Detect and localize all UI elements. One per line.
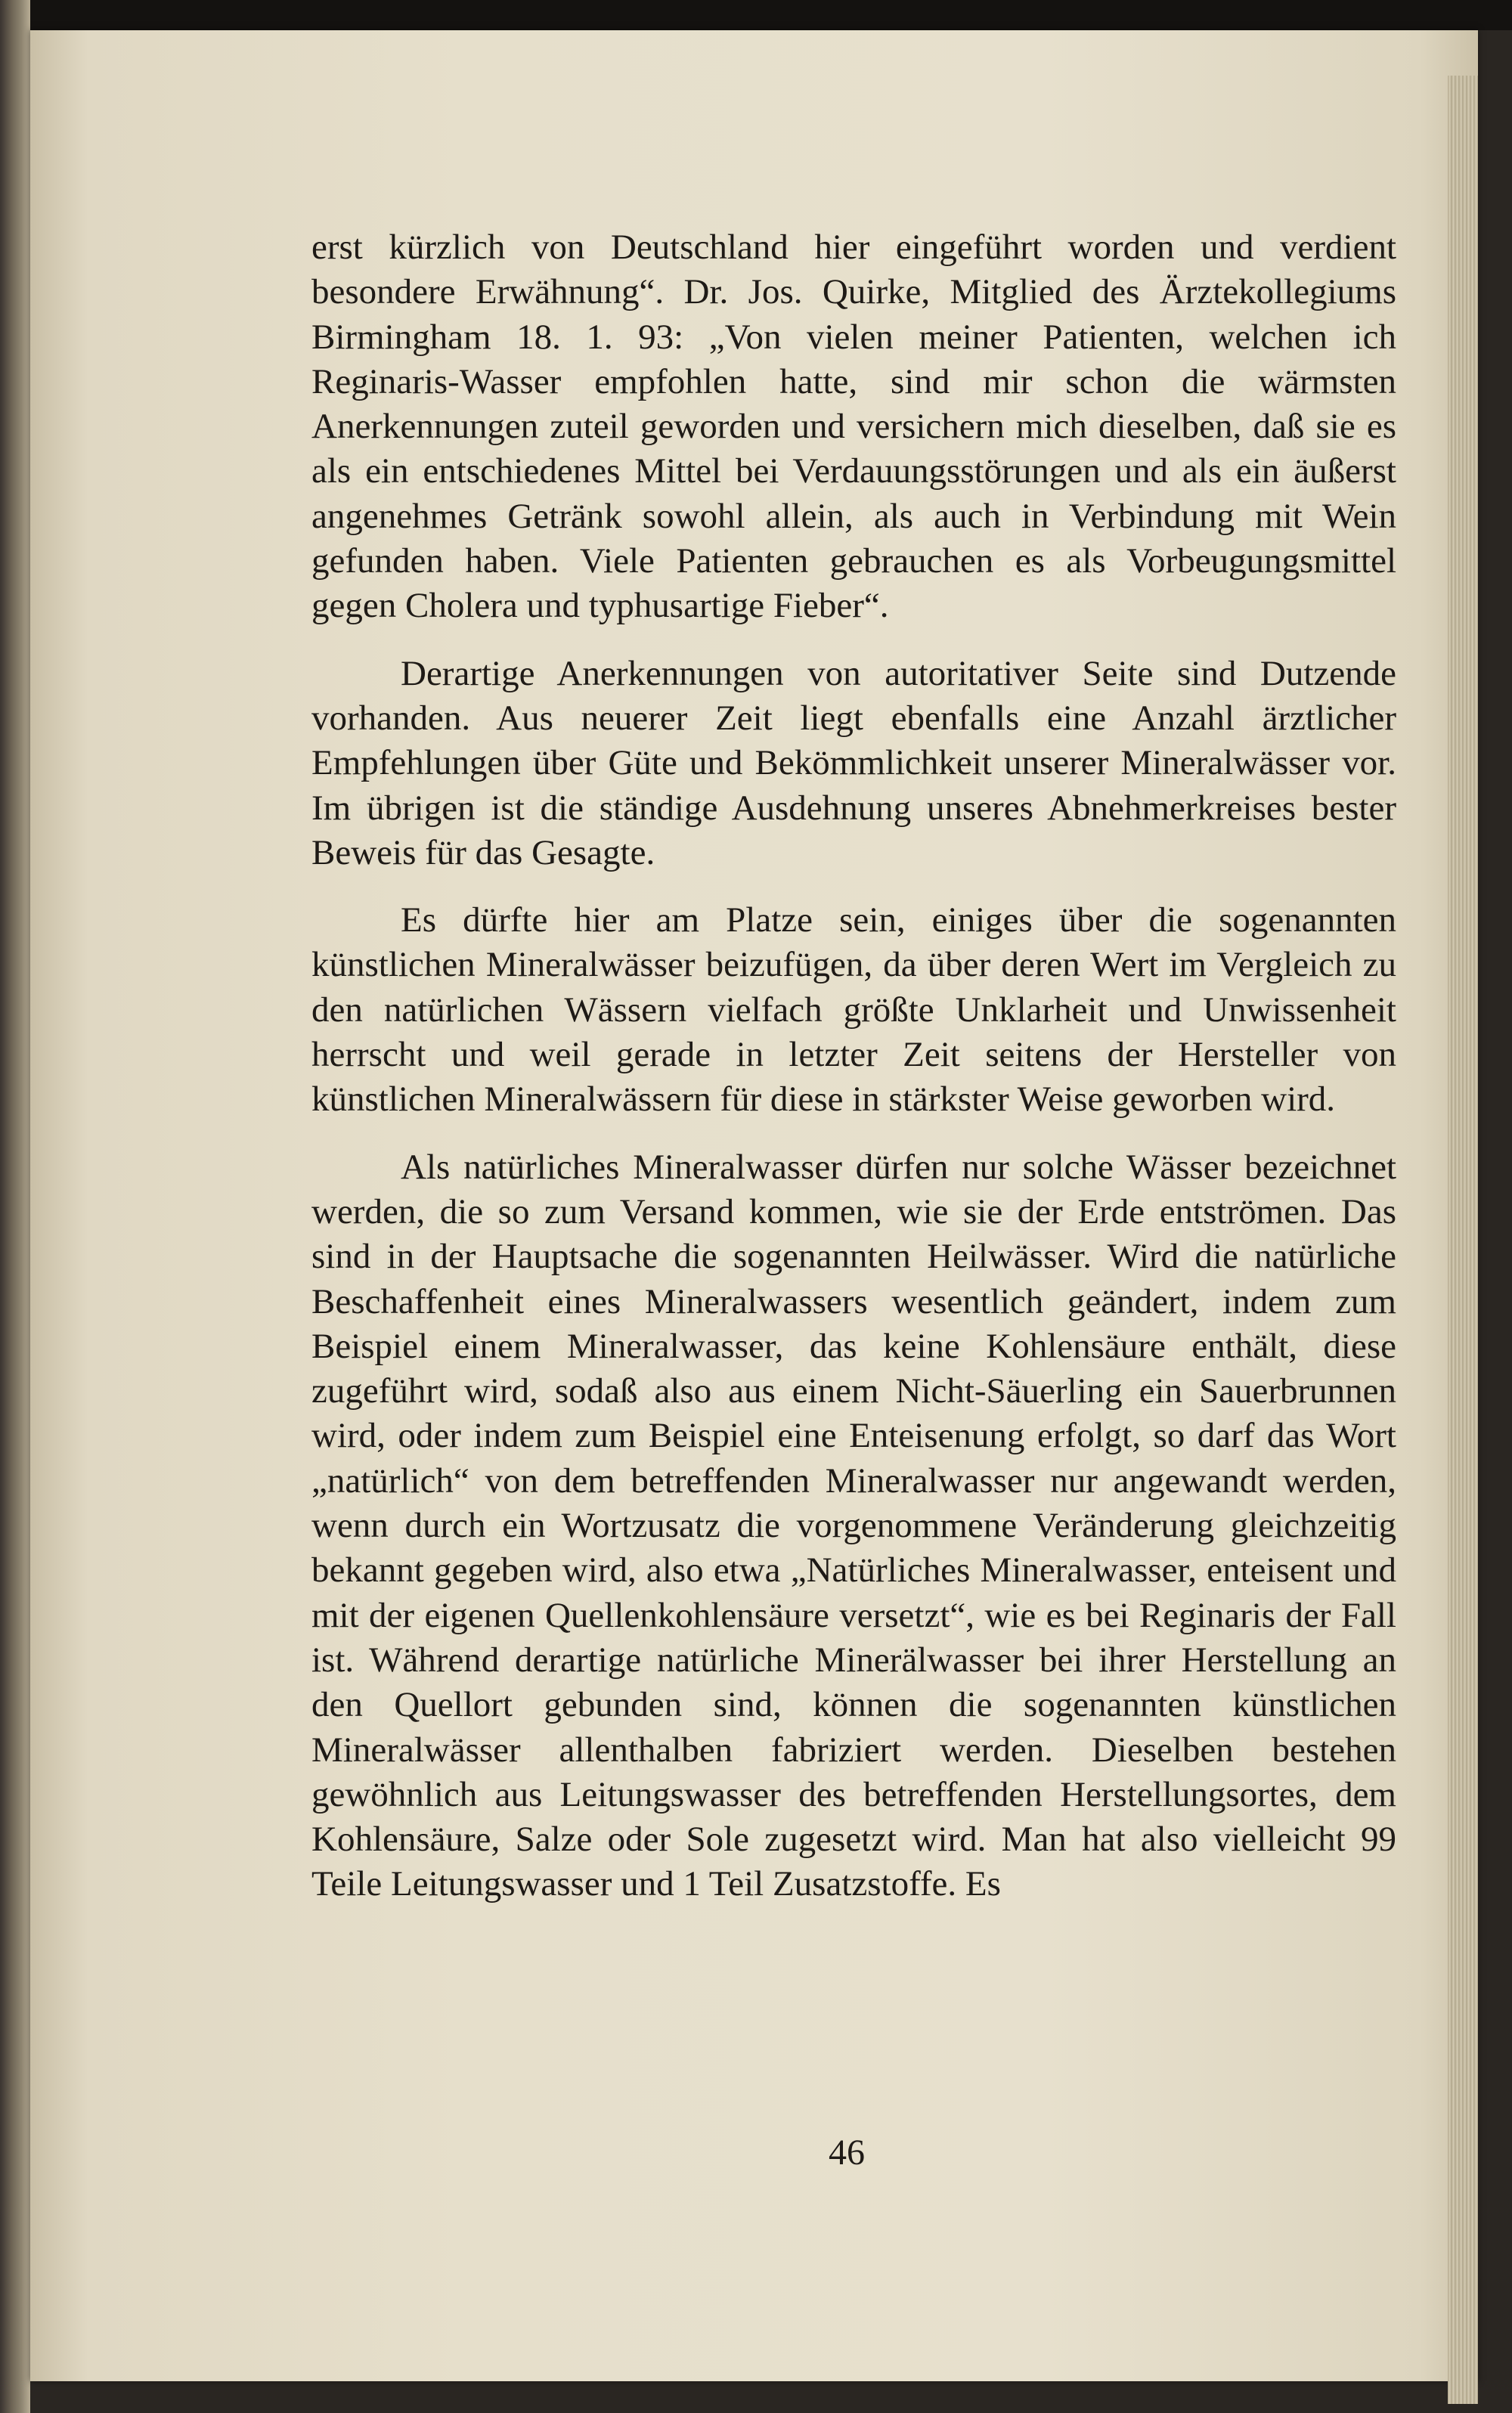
page-number: 46 — [829, 2133, 865, 2173]
paragraph-3: Es dürfte hier am Platze sein, einiges über die sogenannten künstlichen Mineralwässer beizufügen, da über deren Wert im Vergleich zu den natürlichen Wässern vielfach größte Unklarheit und Unwissenheit herrscht und weil gerade in letzter Zeit seitens der Hersteller von künstlichen Mineralwässern für diese in stärkster Weise geworben wird. — [311, 900, 1396, 1120]
paragraph-4: Als natürliches Mineralwasser dürfen nur solche Wässer bezeichnet werden, die so zum Versand kommen, wie sie der Erde entströmen. Das sind in der Hauptsache die sogenannten Heilwässer. Wird die natürliche Beschaffenheit eines Mineralwassers wesentlich geändert, indem zum Beispiel einem Mineralwasser, das keine Kohlensäure enthält, diese zugeführt wird, sodaß also aus einem Nicht-Säuerling ein Sauerbrunnen wird, oder indem zum Beispiel eine Enteisenung erfolgt, so darf das Wort „natürlich“ von dem betreffenden Mineralwasser nur angewandt werden, wenn durch ein Wortzusatz die vorgenommene Veränderung gleichzeitig bekannt gegeben wird, also etwa „Natürliches Mineralwasser, enteisent und mit der eigenen Quellenkohlensäure versetzt“, wie es bei Reginaris der Fall ist. Während derartige natürliche Minerälwasser bei ihrer Herstellung an den Quellort gebunden sind, können die sogenannten künstlichen Mineralwässer allenthalben fabriziert werden. Dieselben bestehen gewöhnlich aus Leitungswasser des betreffenden Herstellungsortes, dem Kohlensäure, Salze oder Sole zugesetzt wird. Man hat also vielleicht 99 Teile Leitungswasser und 1 Teil Zusatzstoffe. Es — [311, 1147, 1396, 1904]
body-text — [311, 225, 1396, 1907]
paragraph-1: erst kürzlich von Deutschland hier eingeführt worden und verdient besondere Erwähnung“. Dr. Jos. Quirke, Mitglied des Ärztekollegiums Birmingham 18. 1. 93: „Von vielen meiner Patienten, welchen ich Reginaris-Wasser empfohlen hatte, sind mir schon die wärmsten Anerkennungen zuteil geworden und versichern mich dieselben, daß sie es als ein entschiedenes Mittel bei Verdauungsstörungen und als ein äußerst angenehmes Getränk sowohl allein, als auch in Verbindung mit Wein gefunden haben. Viele Patienten gebrauchen es als Vorbeugungsmittel gegen Cholera und typhusartige Fieber“. — [311, 228, 1396, 626]
paragraph-2: Derartige Anerkennungen von autoritativer Seite sind Dutzende vorhanden. Aus neuerer Zeit liegt ebenfalls eine Anzahl ärztlicher Empfehlungen über Güte und Bekömmlichkeit unserer Mineralwässer vor. Im übrigen ist die ständige Ausdehnung unseres Abnehmerkreises bester Beweis für das Gesagte. — [311, 653, 1396, 872]
page-stack-edge — [1448, 76, 1478, 2404]
scan-top-edge — [30, 0, 1512, 30]
book-binding-edge — [0, 0, 30, 2413]
